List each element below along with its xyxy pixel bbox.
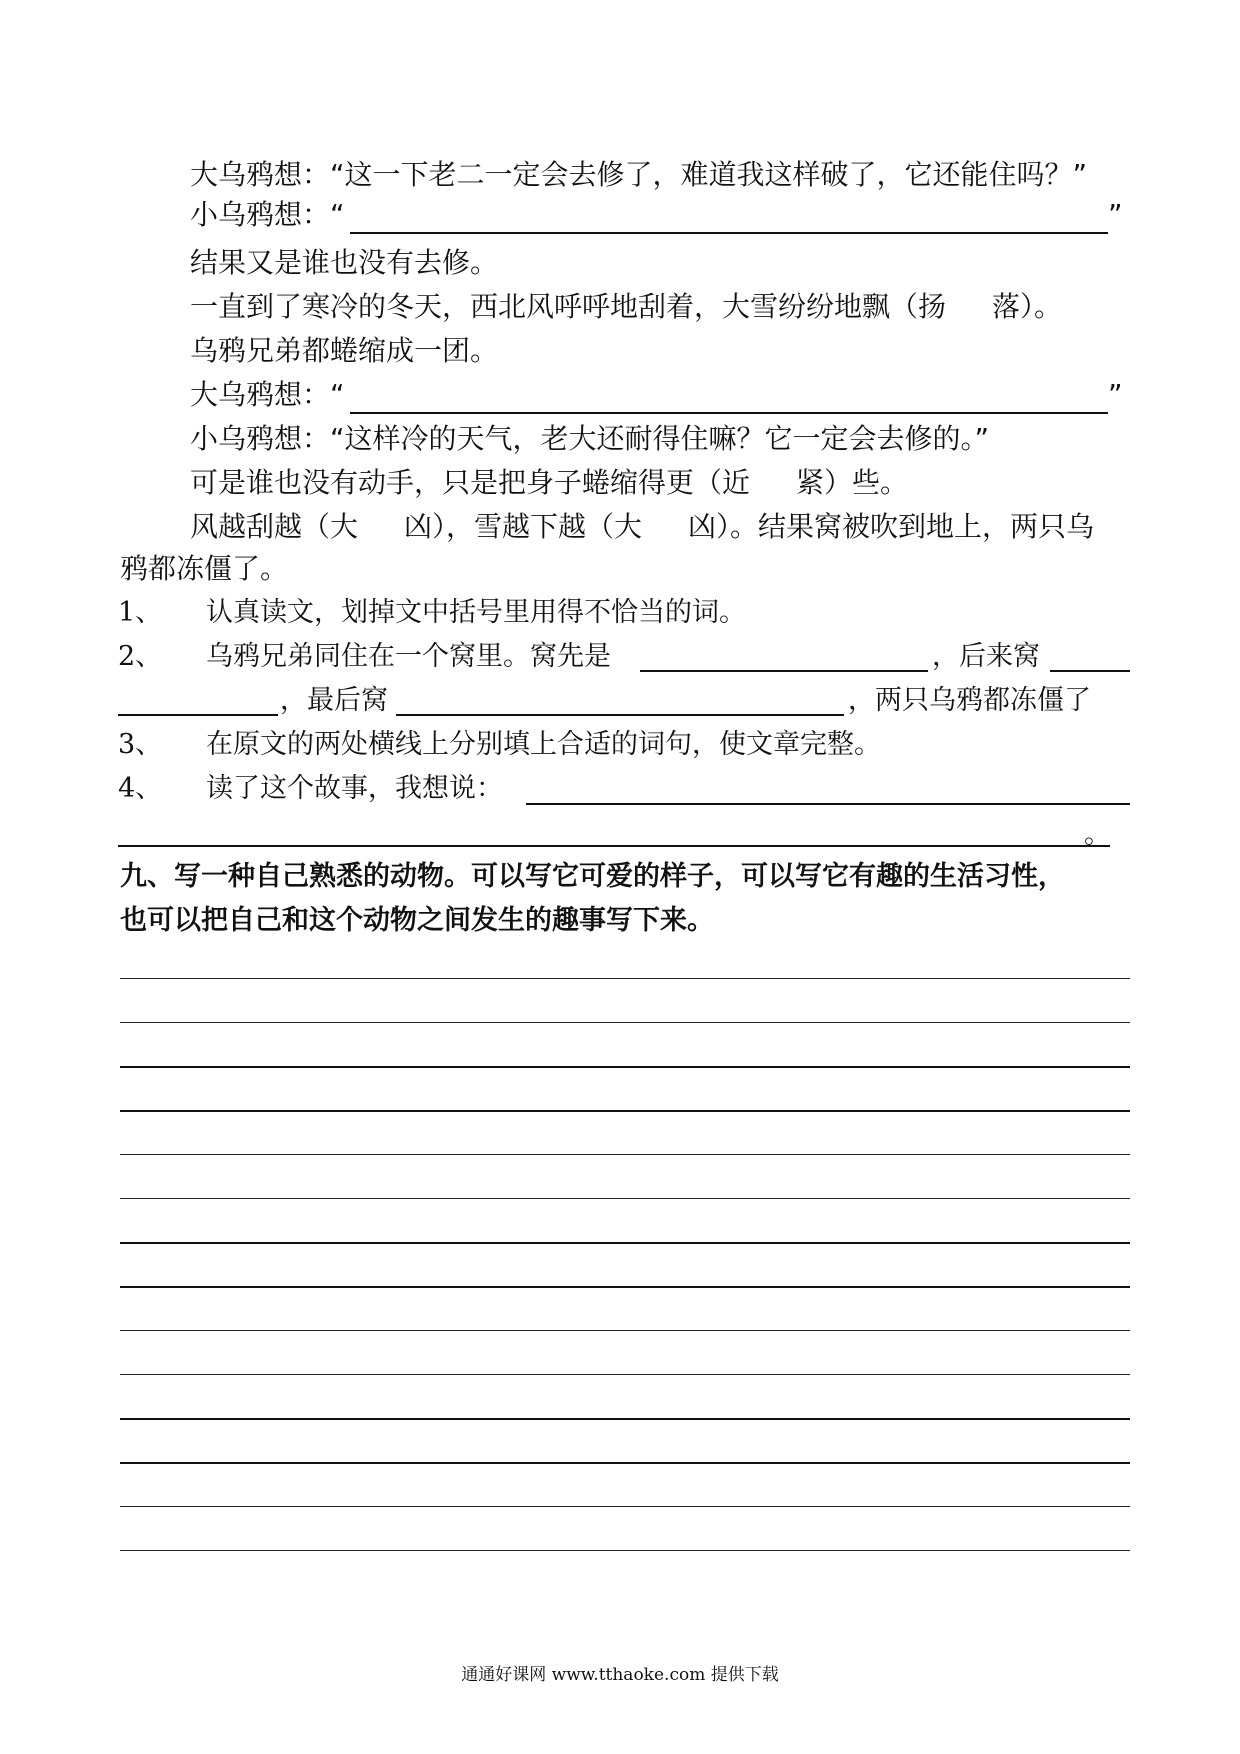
fill-blank-big-crow[interactable] (350, 412, 1108, 414)
question-4-number: 4、 (118, 773, 163, 804)
story-line-9-a: 风越刮越（大 (190, 510, 359, 543)
writing-line[interactable] (120, 1154, 1130, 1155)
question-4-end: 。 (1084, 819, 1111, 850)
story-line-10: 鸦都冻僵了。 (120, 552, 289, 585)
story-line-1: 大乌鸦想：“这一下老二一定会去修了，难道我这样破了，它还能住吗？” (190, 158, 1088, 191)
story-line-8-a: 可是谁也没有动手，只是把身子蜷缩得更（近 (190, 466, 751, 499)
writing-line[interactable] (120, 1374, 1130, 1375)
story-line-2-prefix: 小乌鸦想：“ (190, 198, 345, 231)
q2-blank-first[interactable] (640, 670, 928, 672)
question-2-number: 2、 (118, 641, 163, 672)
question-3-number: 3、 (118, 729, 163, 760)
writing-line[interactable] (120, 1550, 1130, 1551)
writing-line[interactable] (120, 1198, 1130, 1199)
writing-line[interactable] (120, 1330, 1130, 1331)
writing-line[interactable] (120, 1462, 1130, 1464)
question-4-text: 读了这个故事，我想说： (206, 773, 503, 804)
question-1-number: 1、 (118, 597, 163, 628)
writing-line[interactable] (120, 1242, 1130, 1244)
footer-credit: 通通好课网 www.tthaoke.com 提供下载 (461, 1665, 779, 1685)
story-line-7: 小乌鸦想：“这样冷的天气，老大还耐得住嘛？它一定会去修的。” (190, 422, 990, 455)
story-line-6-prefix: 大乌鸦想：“ (190, 378, 345, 411)
question-2-text-c: ，最后窝 (280, 685, 388, 716)
writing-line[interactable] (120, 1286, 1130, 1288)
writing-line[interactable] (120, 1022, 1130, 1023)
question-2-text-d: ，两只乌鸦都冻僵了 (848, 685, 1091, 716)
question-1-text: 认真读文，划掉文中括号里用得不恰当的词。 (206, 597, 746, 628)
writing-line[interactable] (120, 1418, 1130, 1420)
story-line-4-b: 落）。 (992, 290, 1063, 323)
question-2-text-a: 乌鸦兄弟同住在一个窝里。窝先是 (206, 641, 611, 672)
q2-blank-second-end[interactable] (118, 714, 278, 716)
question-2-text-b: ，后来窝 (932, 641, 1040, 672)
story-line-3: 结果又是谁也没有去修。 (190, 246, 499, 279)
q4-answer-blank-1[interactable] (526, 803, 1130, 805)
story-line-9 (190, 510, 1094, 544)
writing-line[interactable] (120, 978, 1130, 979)
story-line-8-b: 紧）些。 (796, 466, 909, 499)
writing-line[interactable] (120, 1066, 1130, 1068)
story-line-9-c: 凶）。结果窝被吹到地上，两只乌 (688, 510, 1095, 543)
story-line-5: 乌鸦兄弟都蜷缩成一团。 (190, 334, 499, 367)
q4-answer-blank-2[interactable] (118, 845, 1110, 847)
story-line-4-a: 一直到了寒冷的冬天，西北风呼呼地刮着，大雪纷纷地飘（扬 (190, 290, 947, 323)
q2-blank-third[interactable] (396, 714, 844, 716)
writing-line[interactable] (120, 1506, 1130, 1507)
story-line-6-suffix: ” (1108, 378, 1123, 411)
writing-line[interactable] (120, 1110, 1130, 1112)
story-line-8 (190, 466, 908, 500)
story-line-4 (190, 290, 1062, 324)
section-9-prompt-line-1: 九、写一种自己熟悉的动物。可以写它可爱的样子，可以写它有趣的生活习性， (120, 861, 1065, 892)
section-9-prompt-line-2: 也可以把自己和这个动物之间发生的趣事写下来。 (120, 905, 714, 936)
story-line-2-suffix: ” (1108, 198, 1123, 231)
fill-blank-little-crow[interactable] (350, 232, 1108, 234)
story-line-9-b: 凶），雪越下越（大 (404, 510, 643, 543)
question-3-text: 在原文的两处横线上分别填上合适的词句，使文章完整。 (206, 729, 881, 760)
q2-blank-second-start[interactable] (1050, 670, 1130, 672)
